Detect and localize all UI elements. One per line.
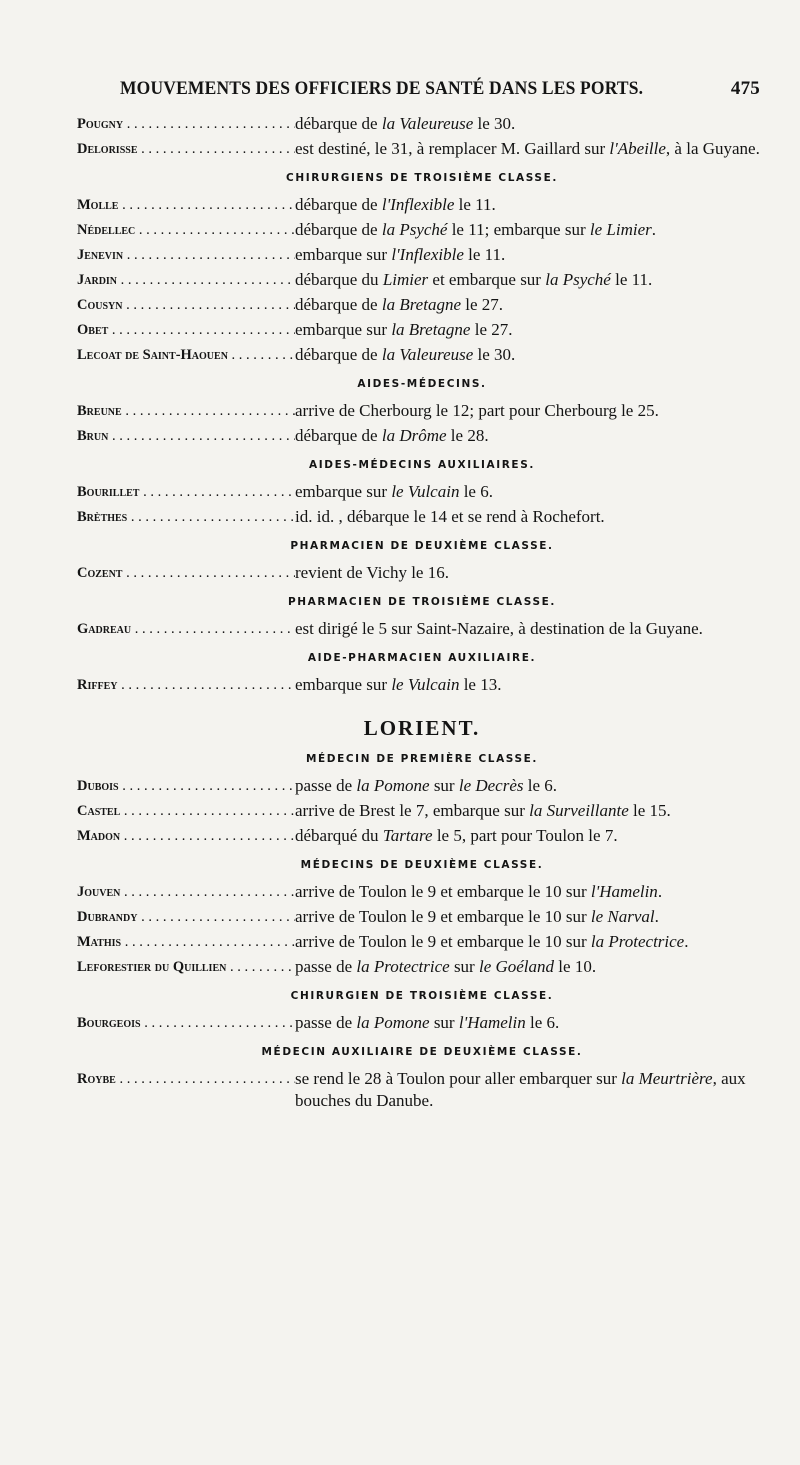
movement-description: arrive de Toulon le 9 et embarque le 10 sur la Protectrice. — [295, 932, 689, 951]
movement-description: est dirigé le 5 sur Saint-Nazaire, à destination de la Guyane. — [295, 619, 703, 638]
ship-name: le Goéland — [478, 957, 555, 976]
ship-name: l'Hamelin — [590, 882, 658, 901]
entry-row — [77, 1012, 767, 1034]
entry-row — [77, 113, 767, 135]
section-heading: AIDES-MÉDECINS AUXILIAIRES. — [309, 459, 535, 471]
ship-name: la Meurtrière — [621, 1069, 713, 1088]
movement-description: arrive de Brest le 7, embarque sur la Surveillante le 15. — [295, 801, 671, 820]
officer-name: Molle . . . — [77, 194, 295, 216]
officer-name: Brèthes . . . — [77, 506, 295, 528]
entry-row — [77, 269, 767, 291]
officer-name: Lecoat de Saint-Haouen . . . — [77, 344, 295, 366]
movement-description: débarqué du Tartare le 5, part pour Toulon le 7. — [295, 826, 618, 845]
entry-row — [77, 244, 767, 266]
page-number: 475 — [730, 78, 760, 99]
movement-description: revient de Vichy le 16. — [295, 563, 449, 582]
movement-description: est destiné, le 31, à remplacer M. Gaillard sur l'Abeille, à la Guyane. — [295, 139, 760, 158]
section-heading: PHARMACIEN DE DEUXIÈME CLASSE. — [290, 540, 554, 552]
officer-name: Jardin . . . — [77, 269, 295, 291]
officer-name: Castel . . . — [77, 800, 295, 822]
ship-name: Tartare — [382, 826, 433, 845]
officer-name: Cozent . . . — [77, 562, 295, 584]
movement-description: arrive de Cherbourg le 12; part pour Cherbourg le 25. — [295, 401, 659, 420]
page-body — [77, 113, 767, 1115]
section-heading: CHIRURGIENS DE TROISIÈME CLASSE. — [286, 172, 558, 184]
officer-name: Bourillet . . . — [77, 481, 295, 503]
officer-name: Roybe . . . — [77, 1068, 295, 1112]
running-head — [120, 78, 760, 100]
entry-row — [77, 344, 767, 366]
ship-name: le Vulcain — [391, 675, 460, 694]
ship-name: la Valeureuse — [381, 345, 474, 364]
movement-description: débarque de la Valeureuse le 30. — [295, 345, 516, 364]
ship-name: la Surveillante — [529, 801, 629, 820]
section-heading: MÉDECINS DE DEUXIÈME CLASSE. — [300, 859, 544, 871]
movement-description: embarque sur la Bretagne le 27. — [295, 320, 513, 339]
ship-name: la Bretagne — [381, 295, 461, 314]
entry-row — [77, 775, 767, 797]
section-heading: MÉDECIN AUXILIAIRE DE DEUXIÈME CLASSE. — [261, 1046, 583, 1058]
officer-name: Leforestier du Quillien . . . — [77, 956, 295, 978]
ship-name: l'Inflexible — [391, 245, 464, 264]
officer-name: Cousyn . . . — [77, 294, 295, 316]
entry-row — [77, 506, 767, 528]
entry-row — [77, 674, 767, 696]
entry-row — [77, 319, 767, 341]
movement-description: débarque de l'Inflexible le 11. — [295, 195, 496, 214]
ship-name: le Decrès — [458, 776, 524, 795]
ship-name: l'Abeille — [609, 139, 666, 158]
officer-name: Dubois . . . — [77, 775, 295, 797]
ship-name: l'Inflexible — [381, 195, 455, 214]
ship-name: la Psyché — [545, 270, 611, 289]
section-heading: AIDES-MÉDECINS. — [357, 378, 487, 390]
officer-name: Jouven . . . — [77, 881, 295, 903]
officer-name: Pougny . . . — [77, 113, 295, 135]
ship-name: la Psyché — [381, 220, 448, 239]
officer-name: Dubrandy . . . — [77, 906, 295, 928]
ship-name: la Protectrice — [590, 932, 685, 951]
entry-row — [77, 906, 767, 928]
officer-name: Madon . . . — [77, 825, 295, 847]
movement-description: passe de la Pomone sur l'Hamelin le 6. — [295, 1013, 560, 1032]
movement-description: embarque sur le Vulcain le 6. — [295, 482, 493, 501]
movement-description: débarque de la Bretagne le 27. — [295, 295, 504, 314]
entry-row — [77, 800, 767, 822]
entry-row — [77, 931, 767, 953]
entry-row — [77, 219, 767, 241]
movement-description: embarque sur le Vulcain le 13. — [295, 675, 502, 694]
entry-row — [77, 825, 767, 847]
officer-name: Jenevin . . . — [77, 244, 295, 266]
movement-description: passe de la Pomone sur le Decrès le 6. — [295, 776, 558, 795]
ship-name: Limier — [382, 270, 429, 289]
entry-row — [77, 481, 767, 503]
movement-description: arrive de Toulon le 9 et embarque le 10 sur le Narval. — [295, 907, 659, 926]
entry-row — [77, 618, 767, 640]
ship-name: le Limier — [589, 220, 652, 239]
officer-name: Obet . . . — [77, 319, 295, 341]
movement-description: se rend le 28 à Toulon pour aller embarquer sur la Meurtrière, aux bouches du Danube. — [295, 1069, 746, 1110]
ship-name: l'Hamelin — [458, 1013, 526, 1032]
entry-row — [77, 425, 767, 447]
entry-row — [77, 956, 767, 978]
entry-row — [77, 138, 767, 160]
entry-row — [77, 1068, 767, 1112]
officer-name: Riffey . . . — [77, 674, 295, 696]
movement-description: embarque sur l'Inflexible le 11. — [295, 245, 506, 264]
movement-description: arrive de Toulon le 9 et embarque le 10 sur l'Hamelin. — [295, 882, 663, 901]
ship-name: le Vulcain — [391, 482, 460, 501]
port-heading: LORIENT. — [363, 716, 481, 740]
ship-name: la Pomone — [356, 776, 430, 795]
officer-name: Delorisse . . . — [77, 138, 295, 160]
officer-name: Breune . . . — [77, 400, 295, 422]
section-heading: AIDE-PHARMACIEN AUXILIAIRE. — [307, 652, 537, 664]
entry-row — [77, 400, 767, 422]
movement-description: passe de la Protectrice sur le Goéland le 10. — [295, 957, 597, 976]
ship-name: la Drôme — [381, 426, 447, 445]
entry-row — [77, 194, 767, 216]
movement-description: débarque de la Valeureuse le 30. — [295, 114, 516, 133]
movement-description: débarque de la Psyché le 11; embarque sur le Limier. — [295, 220, 656, 239]
entry-row — [77, 562, 767, 584]
page-title: MOUVEMENTS DES OFFICIERS DE SANTÉ DANS LES PORTS. — [120, 78, 644, 99]
officer-name: Mathis . . . — [77, 931, 295, 953]
ship-name: la Pomone — [356, 1013, 430, 1032]
section-heading: MÉDECIN DE PREMIÈRE CLASSE. — [305, 753, 539, 765]
ship-name: la Valeureuse — [381, 114, 474, 133]
officer-name: Bourgeois . . . — [77, 1012, 295, 1034]
movement-description: débarque de la Drôme le 28. — [295, 426, 489, 445]
ship-name: la Bretagne — [391, 320, 471, 339]
officer-name: Brun . . . — [77, 425, 295, 447]
officer-name: Nédellec . . . — [77, 219, 295, 241]
section-heading: CHIRURGIEN DE TROISIÈME CLASSE. — [290, 990, 554, 1002]
ship-name: le Narval — [590, 907, 655, 926]
entry-row — [77, 294, 767, 316]
entry-row — [77, 881, 767, 903]
movement-description: débarque du Limier et embarque sur la Psyché le 11. — [295, 270, 653, 289]
ship-name: la Protectrice — [356, 957, 450, 976]
section-heading: PHARMACIEN DE TROISIÈME CLASSE. — [288, 596, 556, 608]
officer-name: Gadreau . . . — [77, 618, 295, 640]
movement-description: id. id. , débarque le 14 et se rend à Rochefort. — [295, 507, 605, 526]
